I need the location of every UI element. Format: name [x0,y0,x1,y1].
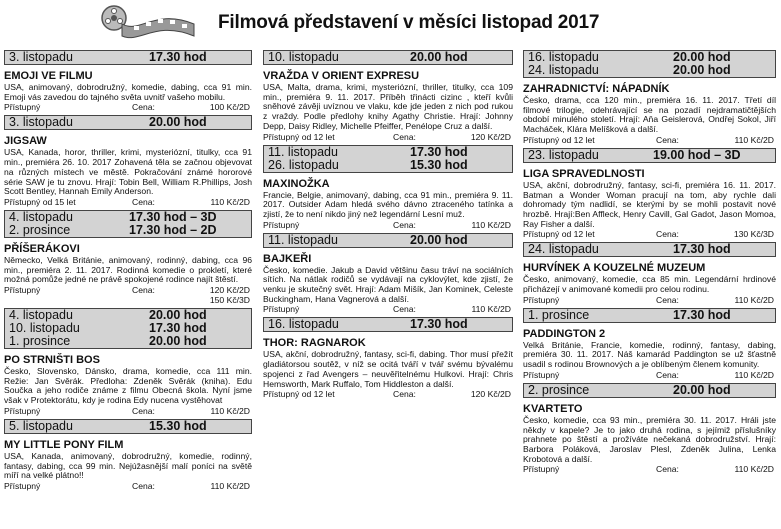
showtime-row [268,318,508,331]
film-description: USA, animovaný, dobrodružný, komedie, dabing, cca 91 min. Emoji vás zavedou do tajného světa uvnitř vašeho mobilu. [4,82,252,102]
showtime-bar [263,317,513,332]
film-title: PADDINGTON 2 [523,327,606,340]
showtime-time: 20.00 hod [673,63,731,77]
age-rating: Přístupný [523,369,560,380]
film-title: ZAHRADNICTVÍ: NÁPADNÍK [523,83,670,95]
showtime-row [528,149,771,162]
film-title: MAXINOŽKA [263,177,330,190]
age-rating: Přístupný od 12 let [523,134,595,145]
showtime-time: 20.00 hod [673,382,731,397]
showtime-bar [523,242,776,257]
price-value: 110 Kč/2D [210,480,250,491]
price-value: 100 Kč/2D [209,102,250,113]
page-title: Filmová představení v měsíci listopad 2017 [218,12,600,33]
price-value: 110 Kč/2D [471,219,511,230]
price-value: 110 Kč/2D [210,405,250,416]
showtime-date: 1. prosince [528,307,590,322]
showtime-date: 2. prosince [528,382,590,397]
age-rating: Přístupný [523,464,560,475]
showtime-time: 20.00 hod [149,308,207,323]
film-entry [263,50,513,142]
showtime-date: 26. listopadu [268,157,339,172]
film-entry [523,148,776,240]
price-row [523,464,776,474]
film-description: Česko, drama, cca 120 min., premiéra 16. 11. 2017. Třetí díl filmové trilogie, odehrávající se na pozadí nejdramatičtějších období minulého století. Hrají: Aňa Geislerová, Ondřej Sokol, Jiří Macháček, Klára Melíšková a další. [523,95,776,135]
film-description: USA, akční, dobrodružný, fantasy, sci-fi, dabing. Thor musí přežít gladiátorsou soutěž, v níž se ocitá tváří v tvář svému bývalému spojenci z řad Avengers – neuvěřitelnému Hulkovi. Hrají: Chris Hemsworth, Mark Ruffalo, Tom Hiddleston a další. [263,349,513,389]
price-row [4,285,252,295]
showtime-time: 17.30 hod [410,317,468,332]
price-label: Cena: [393,389,416,400]
age-rating: Přístupný [4,102,41,113]
film-description: USA, Kanada, animovaný, dobrodružný, komedie, rodinný, fantasy, dabing, cca 99 min. Nejúžasnější malí poníci na světě míří na velké plátno!! [4,450,252,481]
price-label: Cena: [393,304,416,315]
header [0,0,781,48]
film-title: KVARTETO [523,402,583,415]
film-title: PO STRNIŠTI BOS [4,354,100,367]
price-value: 120 Kč/2D [470,389,511,400]
showtime-row [9,116,247,129]
schedule-column [263,50,513,402]
showtime-bar [523,50,776,78]
showtime-time: 17.30 hod [673,307,731,322]
price-row [263,304,513,314]
price-label: Cena: [132,102,155,113]
showtime-time: 17.30 hod [149,50,207,64]
film-description: Česko, Slovensko, Dánsko, drama, komedie, cca 111 min. Režie: Jan Svěrák. Předloha: Zdeněk Svěrák (kniha). Edu Součka a jeho rodiče známe z filmu Obecná škola. Nyní jsme však v Protektorátu, kdy je rodina Edy nucena vystěhovat [4,366,252,406]
showtime-time: 20.00 hod [410,232,468,247]
age-rating: Přístupný od 12 let [263,389,335,400]
film-description: USA, akční, dobrodružný, fantasy, sci-fi, premiéra 16. 11. 2017. Batman a Wonder Woman pracují na tom, aby rychle dali dohromady tým nadlidí, se kterými by se mohli postavit nové hrozbě. Hrají:Ben Affleck, Henry Cavill, Gal Gadot, Jason Momoa, Ray Fisher a další. [523,179,776,229]
showtime-date: 10. listopadu [268,50,339,64]
film-description: Německo, Velká Británie, animovaný, rodinný, dabing, cca 96 min., premiéra 2. 11. 2017. Rodinná komedie o prokletí, které možná pomůže jedné ne právě spokojené rodince najít štěstí. [4,254,252,285]
film-title: BAJKEŘI [263,252,312,265]
price-label: Cena: [393,131,416,142]
showtime-row [528,309,771,322]
schedule-column [523,50,776,477]
film-entry [4,115,252,207]
showtime-bar [4,308,252,349]
age-rating: Přístupný [263,219,300,230]
showtime-time: 15.30 hod [410,157,468,172]
price-row [523,370,776,380]
price-value: 120 Kč/2D [470,131,511,142]
showtime-date: 11. listopadu [268,232,338,247]
showtime-bar [263,233,513,248]
film-entry [4,210,252,305]
film-entry [523,308,776,380]
showtime-time: 20.00 hod [410,50,468,64]
price-label: Cena: [656,229,679,240]
showtime-time: 17.30 hod [149,321,207,336]
showtime-date: 4. listopadu [9,209,73,224]
showtime-row [9,211,247,224]
price-row [523,229,776,239]
showtime-time: 17.30 hod [673,242,731,257]
showtime-date: 3. listopadu [9,115,73,130]
film-entry [523,383,776,475]
price-row [263,389,513,399]
price-row [4,481,252,491]
showtime-row [9,224,247,237]
price-label: Cena: [656,134,679,145]
film-title: JIGSAW [4,135,47,148]
showtime-row [268,146,508,159]
showtime-time: 17.30 hod [410,144,468,159]
showtime-bar [4,115,252,130]
showtime-date: 10. listopadu [9,321,80,336]
film-title: PŘÍŠERÁKOVI [4,242,80,255]
film-description: Česko, komedie, cca 93 min., premiéra 30. 11. 2017. Hráli jste někdy v kapele? Je to jako druhá rodina, s jejímiž příslušníky prahnete po štěstí a prožíváte nečekaná dobrodružství. Hrají: Barbora Poláková, Jaroslav Plesl, Zdeněk Julina, Lenka Krobotová a další. [523,414,776,464]
showtime-time: 15.30 hod [149,418,207,433]
film-description: Francie, Belgie, animovaný, dabing, cca 91 min., premiéra 9. 11. 2017. Outsider Adam hledá svého dávno ztraceného tatínka a zjistí, že to není nikdo jiný než legendární Lesní muž. [263,189,513,219]
film-entry [4,419,252,491]
showtime-bar [523,308,776,323]
showtime-time: 20.00 hod [149,115,207,130]
price-value: 110 Kč/2D [734,134,774,145]
price-value: 130 Kč/3D [733,229,774,240]
price-row [4,102,252,112]
price-label: Cena: [132,480,155,491]
price-row [4,406,252,416]
price-row [523,295,776,305]
age-rating: Přístupný [4,480,41,491]
showtime-date: 3. listopadu [9,50,73,64]
showtime-date: 24. listopadu [528,63,599,77]
showtime-date: 5. listopadu [9,418,73,433]
showtime-bar [4,419,252,434]
showtime-bar [263,50,513,65]
price-value: 110 Kč/2D [210,196,250,207]
film-entry [4,50,252,112]
price-label: Cena: [393,219,416,230]
film-entry [523,242,776,304]
film-description: Česko, komedie. Jakub a David většinu času tráví na sociálních sítích. Na nátlak rodičů se vydávají na cyklovýlet, kde zjistí, že venku je skutečný svět. Hrají: Adam Mišík, Jan Kominek, Celeste Buckingham, Hana Vagnerová a další. [263,264,513,304]
film-description: Velká Británie, Francie, komedie, rodinný, fantasy, dabing, premiéra 30. 11. 2017. Náš kamarád Paddington se už šťastně usadil s rodinou Brownových a je oblíbeným členem komunity. [523,339,776,370]
showtime-date: 24. listopadu [528,242,599,257]
price-row [263,132,513,142]
showtime-date: 16. listopadu [528,50,599,64]
showtime-row [268,51,508,64]
showtime-date: 2. prosince [9,222,71,237]
price-label: Cena: [656,369,679,380]
showtime-row [9,51,247,64]
age-rating: Přístupný od 15 let [4,196,76,207]
film-title: LIGA SPRAVEDLNOSTI [523,167,645,180]
price-row [4,197,252,207]
price-row [263,220,513,230]
schedule-column [4,50,252,494]
film-title: HURVÍNEK A KOUZELNÉ MUZEUM [523,262,706,275]
price-label: Cena: [132,285,155,296]
film-title: EMOJI VE FILMU [4,70,93,82]
showtime-date: 23. listopadu [528,147,599,162]
showtime-row [268,234,508,247]
film-entry [263,317,513,399]
film-entry [263,233,513,315]
showtime-time: 17.30 hod – 2D [129,222,217,237]
price-value: 120 Kč/2D [209,285,250,296]
showtime-time: 17.30 hod – 3D [129,209,217,224]
showtime-bar [4,210,252,238]
showtime-date: 11. listopadu [268,144,338,159]
price-value: 110 Kč/2D [734,369,774,380]
age-rating: Přístupný [4,405,41,416]
price-label: Cena: [656,294,679,305]
age-rating: Přístupný [4,285,41,296]
film-entry [263,145,513,230]
film-description: Česko, animovaný, komedie, cca 85 min. Legendární hrdinové přicházejí v animované komedii pro celou rodinu. [523,274,776,295]
showtime-time: 19.00 hod – 3D [653,147,741,162]
price-label: Cena: [132,405,155,416]
film-description: USA, Kanada, horor, thriller, krimi, mysteriózní, titulky, cca 91 min., premiéra 26. 10. 2017 Zohavená těla se začnou objevovat na různých místech ve městě. Pokračování známé hororové série SAW je tu znovu. Hrají: Tobin Bell, William R.Phillips, Josh Scott Bentley, Hannah Emily Anderson. [4,147,252,197]
age-rating: Přístupný od 12 let [263,131,335,142]
showtime-row [528,243,771,256]
showtime-date: 1. prosince [9,334,71,349]
age-rating: Přístupný [263,304,300,315]
showtime-time: 20.00 hod [149,334,207,349]
price-row [523,135,776,145]
film-description: USA, Malta, drama, krimi, mysteriózní, thriller, titulky, cca 109 min., premiéra 9. 11. 2017. Příběh třinácti cizinc , kteří kvůli sněhové závěji uvíznou ve vlaku, kde jde jeden z nich pod rukou z vraždy. Podle předlohy knihy Agathy Christie. Hrají: Johnny Depp, Daisy Ridley, Michelle Pfeiffer, Penélope Cruz a další. [263,82,513,131]
price-value: 110 Kč/2D [471,304,511,315]
age-rating: Přístupný od 12 let [523,229,595,240]
film-title: MY LITTLE PONY FILM [4,438,124,451]
showtime-date: 4. listopadu [9,308,73,323]
price-value: 110 Kč/2D [734,464,774,475]
showtime-bar [263,145,513,173]
showtime-row [528,64,771,77]
showtime-time: 20.00 hod [673,50,731,64]
showtime-row [268,159,508,172]
film-title: THOR: RAGNAROK [263,337,366,350]
showtime-date: 16. listopadu [268,317,339,332]
film-reel-logo-icon [100,4,196,42]
price-label: Cena: [656,464,679,475]
showtime-bar [523,148,776,163]
showtime-row [9,335,247,348]
showtime-row [528,384,771,397]
price-label: Cena: [132,196,155,207]
showtime-bar [523,383,776,398]
film-entry [523,50,776,145]
showtime-row [9,420,247,433]
price-value-3d: 150 Kč/3D [209,295,250,306]
film-title: VRAŽDA V ORIENT EXPRESU [263,70,420,82]
price-value: 110 Kč/2D [734,294,774,305]
film-entry [4,308,252,416]
showtime-bar [4,50,252,65]
age-rating: Přístupný [523,294,560,305]
